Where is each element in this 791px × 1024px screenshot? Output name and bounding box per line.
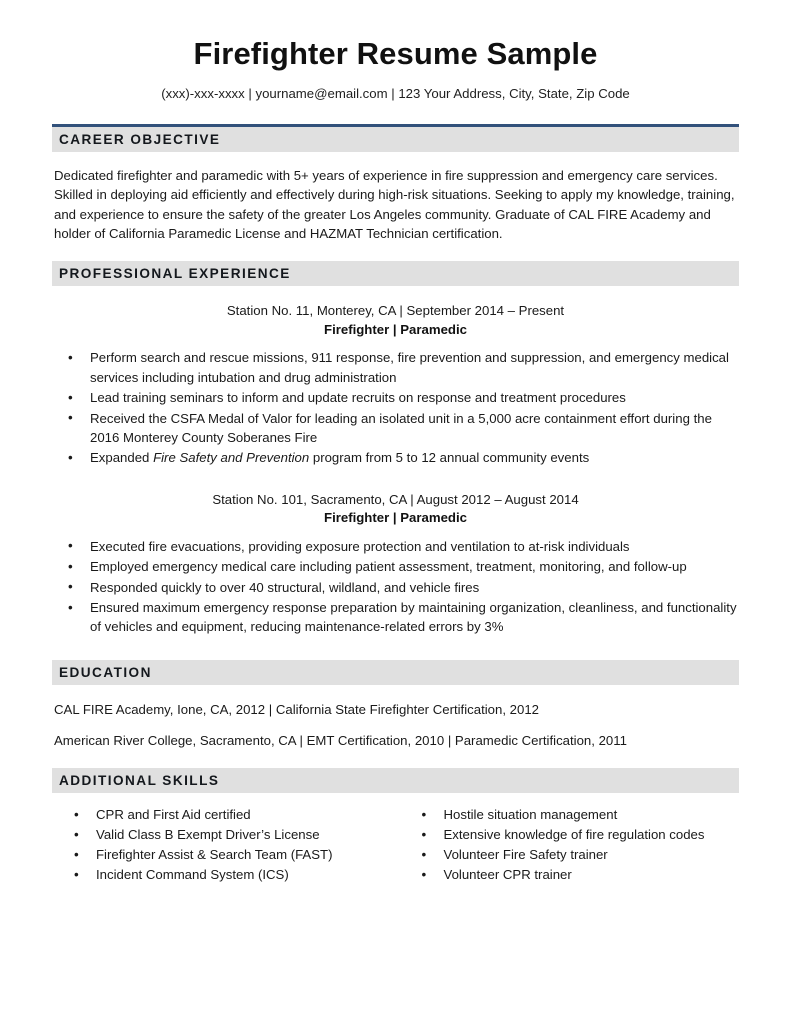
career-objective-body [52,166,739,244]
list-item: • Volunteer Fire Safety trainer [402,845,738,865]
career-objective-text: Dedicated firefighter and paramedic with 5+ years of experience in fire suppression and emergency care services. Skilled in deploying aid efficiently and effectively during high-risk situations. Seeking to apply my knowledge, training, and experience to ensure the safety of the greater Los Angeles community. Graduate of CAL FIRE Academy and holder of California Paramedic License and HAZMAT Technician certification. [54,167,735,242]
section-header-additional-skills [52,768,739,793]
list-item [54,537,737,556]
bullet-text: Received the CSFA Medal of Valor for leading an isolated unit in a 5,000 acre containment effort during the 2016 Monterey County Soberanes Fire [90,410,712,446]
job-bullet-list [54,348,737,467]
skills-column-left [54,805,396,885]
list-item [54,409,737,448]
skills-list-right [402,805,738,885]
bullet-text-post: program from 5 to 12 annual community events [309,450,590,466]
list-item: • Volunteer CPR trainer [402,865,738,885]
bullet-text: Ensured maximum emergency response preparation by maintaining organization, cleanliness, and functionality of vehicles and equipment, reducing maintenance-related errors by 3% [90,600,737,635]
page-title: Firefighter Resume Sample [193,36,598,71]
list-item [54,448,737,467]
section-title-professional-experience: PROFESSIONAL EXPERIENCE [59,266,291,282]
list-item [54,557,737,576]
list-item [54,348,737,387]
job-role: Firefighter | Paramedic [324,321,467,337]
list-item: • Incident Command System (ICS) [54,865,396,885]
bullet-text-emphasis: Fire Safety and Prevention [153,450,310,466]
professional-experience-body [52,302,739,636]
list-item: • CPR and First Aid certified [54,805,396,825]
resume-header [52,0,739,102]
list-item: • Extensive knowledge of fire regulation codes [402,825,738,845]
job-meta: Station No. 11, Monterey, CA | September 2014 – Present [226,303,565,319]
section-header-professional-experience [52,261,739,286]
contact-line: (xxx)-xxx-xxxx | yourname@email.com | 123 Your Address, City, State, Zip Code [161,85,630,101]
experience-entry [54,491,737,637]
additional-skills-body [52,805,739,885]
list-item [54,388,737,407]
list-item [54,598,737,637]
list-item: • Valid Class B Exempt Driver’s License [54,825,396,845]
bullet-text: Responded quickly to over 40 structural, wildland, and vehicle fires [90,579,480,595]
education-entry: American River College, Sacramento, CA | EMT Certification, 2010 | Paramedic Certification, 2011 [54,732,627,748]
list-item: • Firefighter Assist & Search Team (FAST) [54,845,396,865]
education-body [52,700,739,750]
section-header-career-objective [52,124,739,152]
job-role: Firefighter | Paramedic [324,510,467,526]
skills-list-left [54,805,396,885]
skills-columns [54,805,737,885]
job-meta: Station No. 101, Sacramento, CA | August 2012 – August 2014 [212,491,579,507]
list-item: • Hostile situation management [402,805,738,825]
section-title-education: EDUCATION [59,664,152,680]
bullet-text: Perform search and rescue missions, 911 response, fire prevention and suppression, and emergency medical services including intubation and drug administration [90,350,729,385]
bullet-text: Employed emergency medical care including patient assessment, treatment, monitoring, and follow-up [90,559,687,575]
section-title-career-objective: CAREER OBJECTIVE [59,131,221,147]
list-item [54,578,737,597]
section-title-additional-skills: ADDITIONAL SKILLS [59,773,220,789]
job-bullet-list [54,537,737,637]
bullet-text: Executed fire evacuations, providing exposure protection and ventilation to at-risk individuals [90,538,630,554]
skills-column-right [396,805,738,885]
section-header-education [52,660,739,685]
bullet-text-pre: Expanded [90,450,154,466]
education-entry: CAL FIRE Academy, Ione, CA, 2012 | California State Firefighter Certification, 2012 [54,701,539,717]
bullet-text: Lead training seminars to inform and update recruits on response and treatment procedures [90,390,626,406]
experience-entry [54,302,737,467]
